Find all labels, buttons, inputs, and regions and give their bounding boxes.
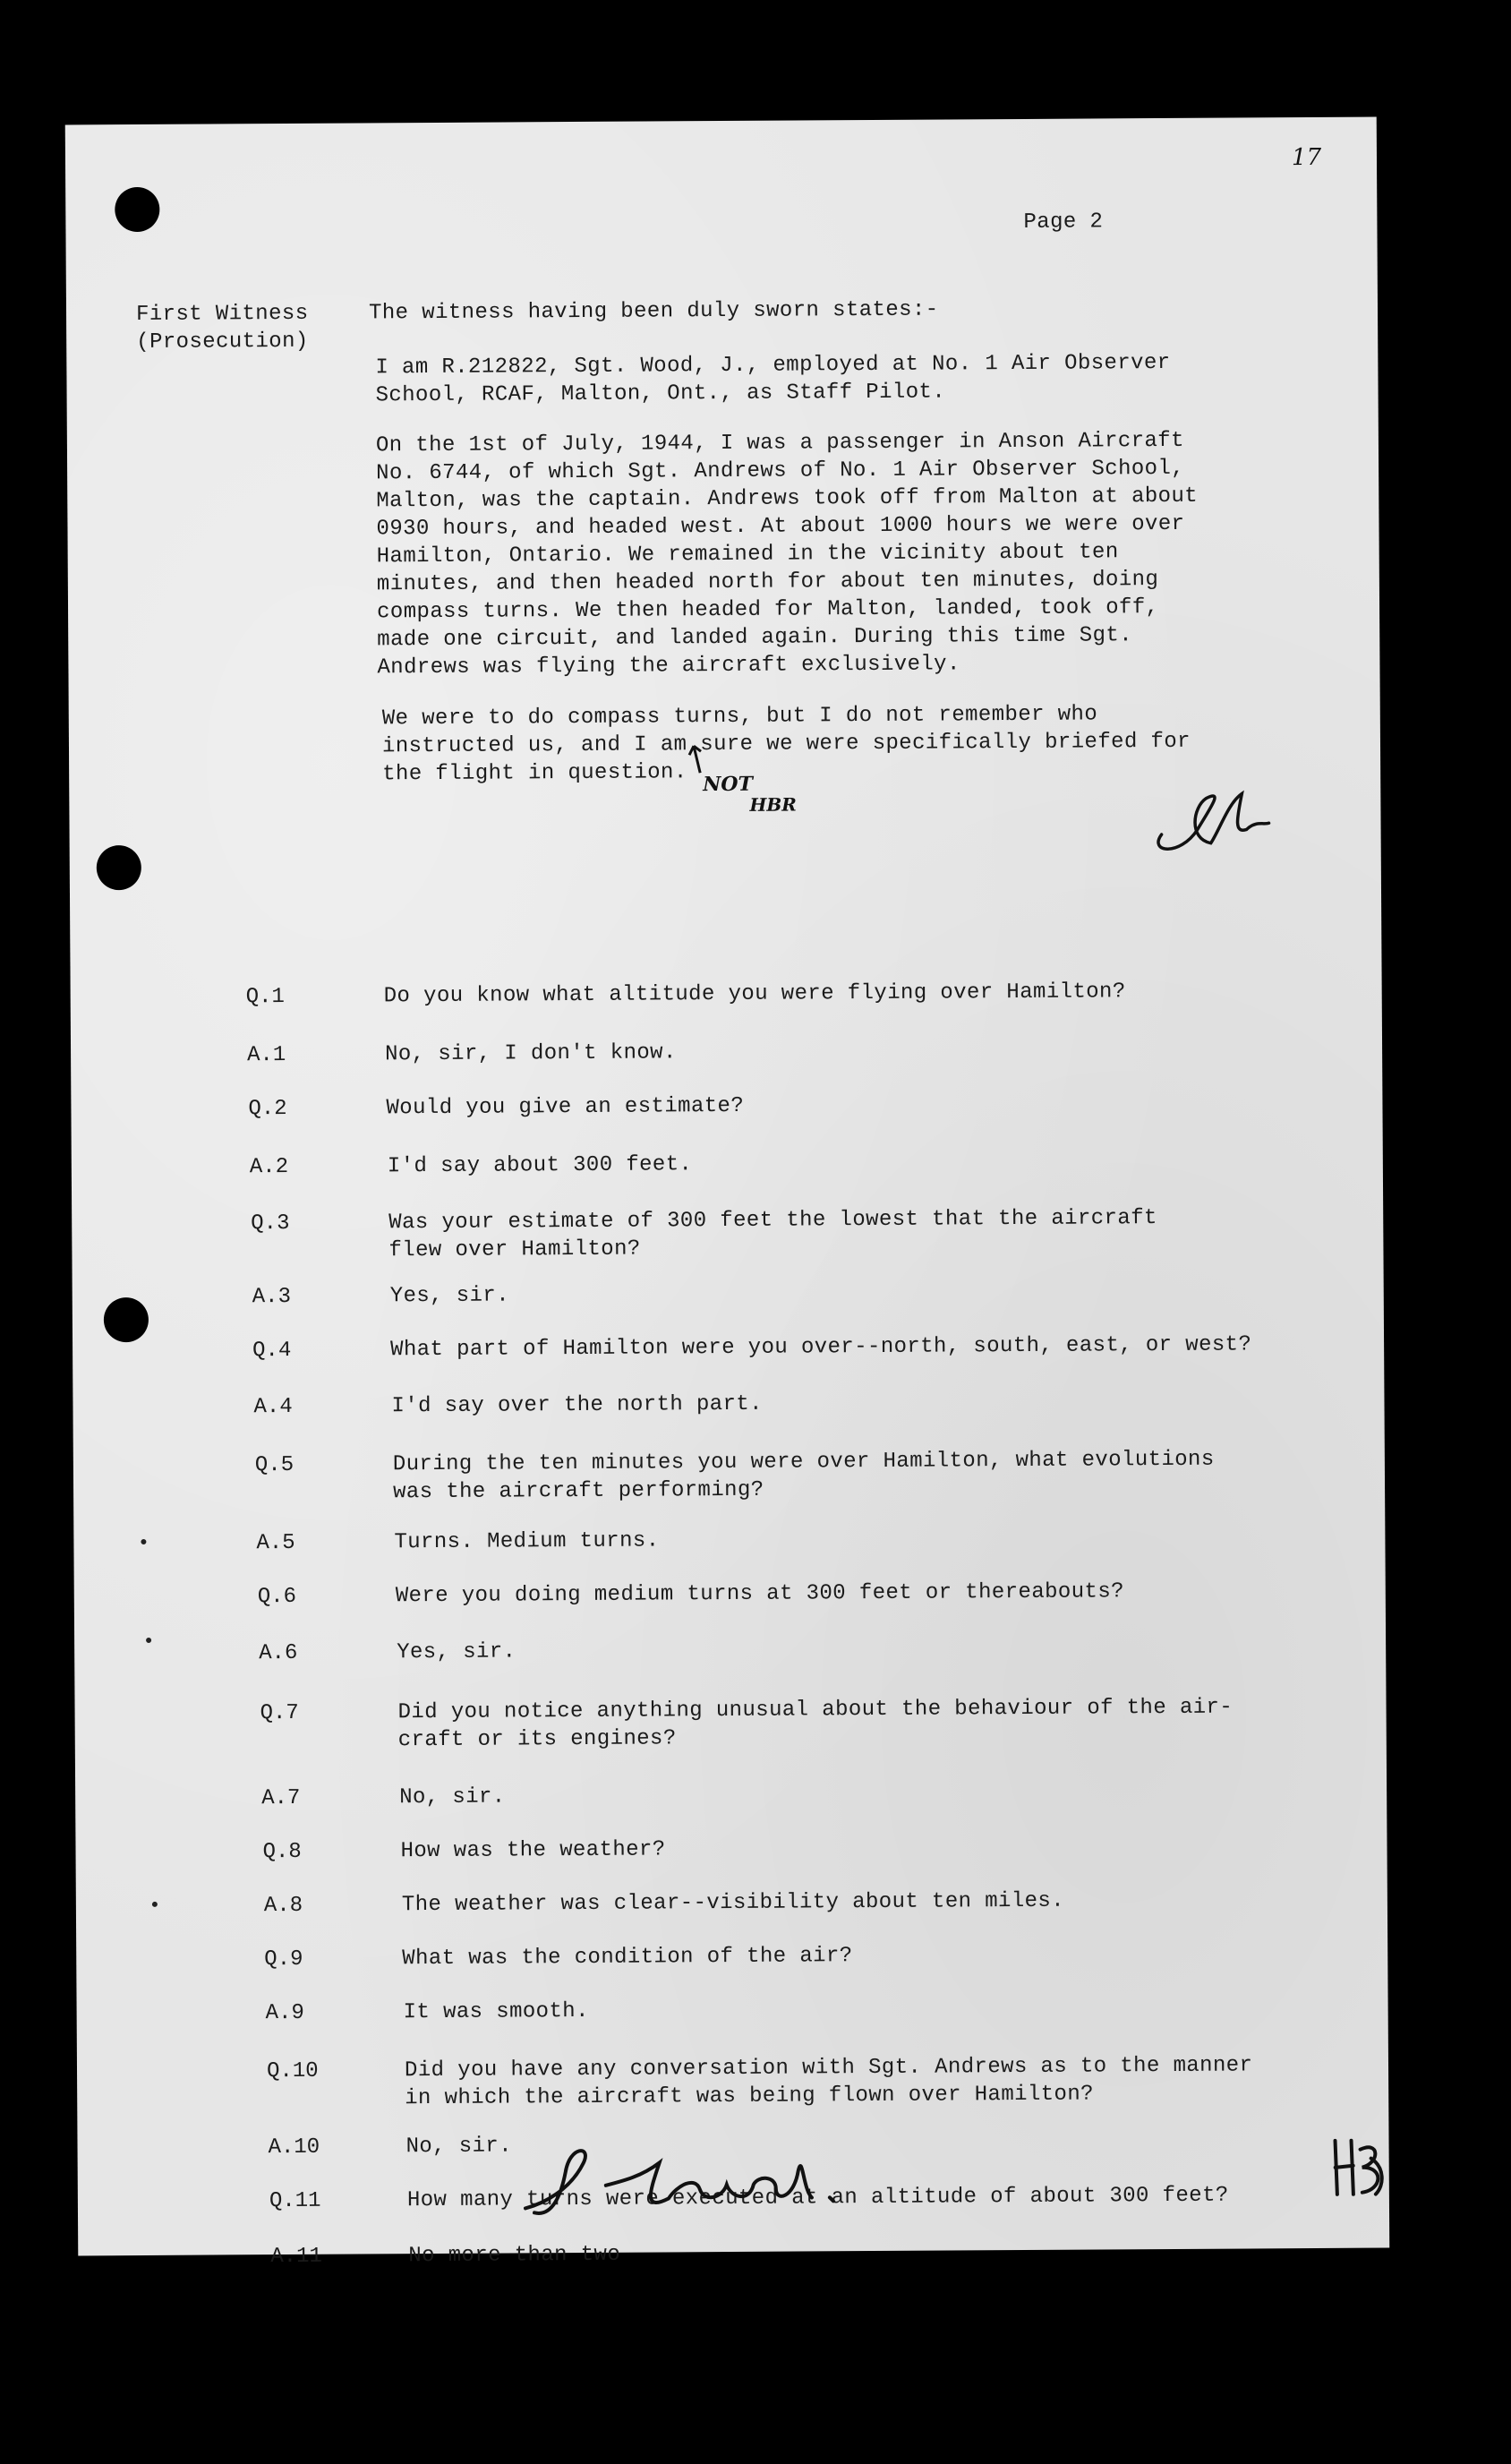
answer-label: A.8: [263, 1893, 303, 1919]
question-text: Would you give an estimate?: [386, 1093, 745, 1121]
statement-paragraph-2: On the 1st of July, 1944, I was a passenger in Anson Aircraft No. 6744, of which Sgt. Andrews of No. 1 Air Observer School, Malton, was the captain. Andrews took off from Malton at about 0930 hours, and headed west. At about 1000 hours we were over Hamilton, Ontario. We remained in the vicinity about ten minutes, and then headed north for about ten minutes, doing compass turns. We then headed for Malton, landed, took off, made one circuit, and landed again. During this time Sgt. Andrews was flying the aircraft exclusively.: [375, 428, 1199, 680]
question-label: Q.8: [262, 1839, 302, 1865]
intro-line: The witness having been duly sworn states:-: [368, 297, 939, 326]
question-label: Q.7: [260, 1700, 299, 1726]
corner-page-number: 17: [1291, 143, 1322, 172]
answer-text: No, sir.: [399, 1784, 506, 1810]
question-text: What was the condition of the air?: [402, 1944, 853, 1972]
handwritten-initials-1: HBR: [749, 793, 797, 816]
punch-hole: [104, 1297, 149, 1342]
witness-label-line2: (Prosecution): [136, 329, 309, 355]
question-text: Did you have any conversation with Sgt. Andrews as to the manner in which the aircraft was being flown over Hamilton?: [404, 2053, 1253, 2111]
question-text: Was your estimate of 300 feet the lowest that the aircraft flew over Hamilton?: [388, 1206, 1157, 1263]
speck: [141, 1539, 146, 1544]
initials-mark-icon: [1143, 780, 1278, 861]
speck: [146, 1638, 151, 1643]
answer-label: A.9: [265, 2000, 304, 2026]
answer-text: The weather was clear--visibility about ten miles.: [401, 1888, 1065, 1918]
question-label: Q.9: [264, 1946, 303, 1972]
answer-text: I'd say about 300 feet.: [387, 1152, 693, 1179]
question-text: Do you know what altitude you were flying over Hamilton?: [383, 980, 1126, 1009]
answer-label: A.6: [259, 1640, 298, 1666]
question-label: Q.10: [266, 2058, 319, 2084]
question-label: Q.6: [257, 1584, 297, 1610]
answer-label: A.10: [268, 2135, 320, 2160]
question-label: Q.3: [251, 1211, 290, 1236]
answer-label: A.1: [247, 1043, 286, 1068]
answer-text: No, sir.: [405, 2134, 513, 2160]
answer-label: A.2: [249, 1154, 289, 1180]
speck: [152, 1902, 158, 1907]
punch-hole: [97, 845, 141, 890]
punch-hole: [115, 187, 159, 232]
document-page: [65, 117, 1390, 2270]
answer-text: Yes, sir.: [389, 1283, 510, 1309]
question-text: How was the weather?: [400, 1837, 666, 1864]
handwritten-initials-2-graphic: [1326, 2132, 1388, 2203]
answer-label: A.5: [256, 1530, 295, 1556]
question-text: During the ten minutes you were over Hamilton, what evolutions was the aircraft performing?: [392, 1447, 1215, 1505]
witness-label-line1: First Witness: [135, 301, 309, 328]
question-text: What part of Hamilton were you over--north, south, east, or west?: [390, 1332, 1252, 1363]
answer-label: A.7: [261, 1785, 301, 1811]
handwritten-insert-not: NOT: [703, 772, 753, 797]
answer-label: A.3: [252, 1284, 292, 1310]
statement-paragraph-1: I am R.212822, Sgt. Wood, J., employed at No. 1 Air Observer School, RCAF, Malton, Ont., as Staff Pilot.: [375, 350, 1171, 408]
page-header: Page 2: [1023, 210, 1104, 235]
answer-label: A.11: [270, 2244, 322, 2270]
question-text: Did you notice anything unusual about the behaviour of the air- craft or its engines?: [397, 1695, 1234, 1753]
insert-caret-icon: [687, 739, 713, 774]
answer-text: Turns. Medium turns.: [394, 1528, 660, 1555]
question-label: Q.11: [269, 2188, 321, 2214]
question-label: Q.2: [248, 1097, 287, 1122]
answer-text: I'd say over the north part.: [391, 1391, 764, 1419]
signature-text: [606, 2163, 610, 2164]
question-label: Q.4: [252, 1338, 292, 1364]
answer-label: A.4: [253, 1394, 293, 1420]
signature-graphic: [507, 2135, 884, 2236]
answer-text: No more than two: [408, 2242, 621, 2269]
answer-text: It was smooth.: [403, 1998, 589, 2025]
question-text: Were you doing medium turns at 300 feet or thereabouts?: [395, 1579, 1124, 1609]
statement-paragraph-3: We were to do compass turns, but I do not remember who instructed us, and I am sure we were specifically briefed for the flight in question.: [381, 702, 1191, 787]
answer-text: Yes, sir.: [397, 1639, 516, 1665]
question-label: Q.1: [245, 985, 286, 1010]
answer-text: No, sir, I don't know.: [385, 1040, 677, 1067]
question-text: How many turns were executed at an altitude of about 300 feet?: [406, 2183, 1229, 2213]
question-label: Q.5: [254, 1452, 295, 1478]
